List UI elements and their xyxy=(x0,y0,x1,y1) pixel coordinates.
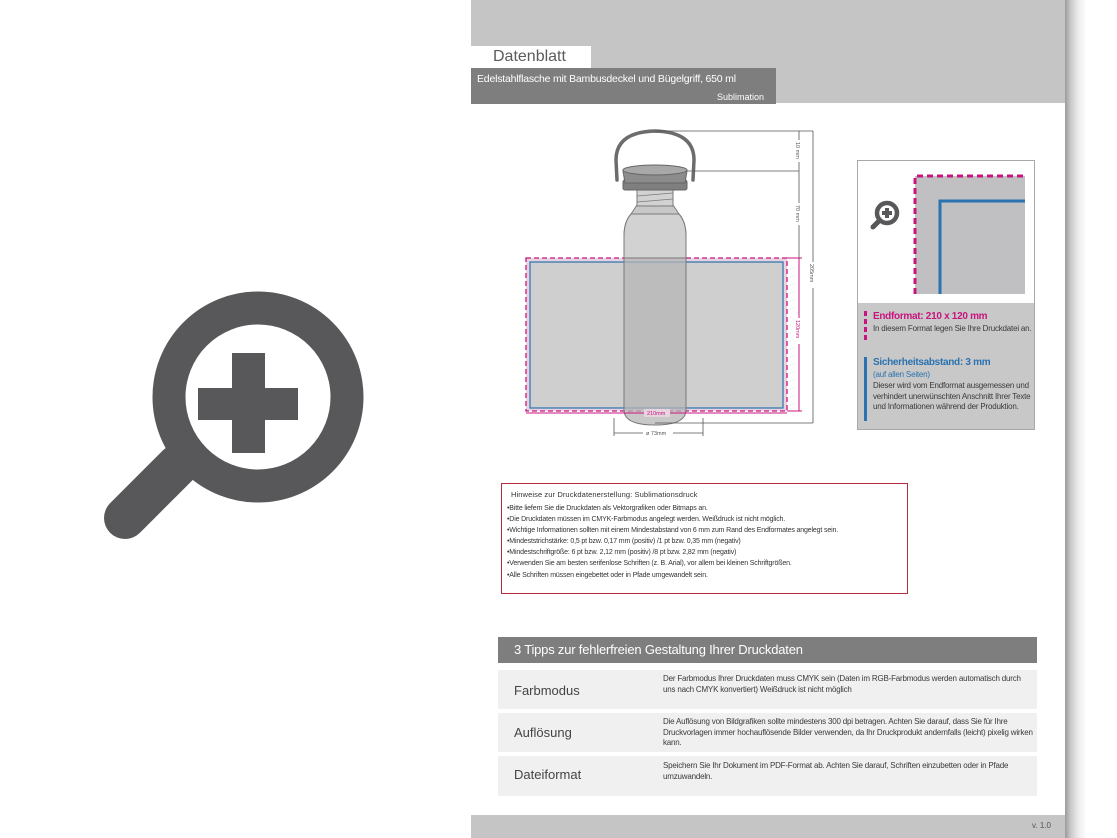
page-title: Datenblatt xyxy=(471,46,591,68)
dim-total-height-label: 205mm xyxy=(808,264,814,283)
datasheet-page xyxy=(471,0,1065,838)
footer-band xyxy=(471,815,1065,838)
dim-print-width-label: 210mm xyxy=(647,411,666,417)
tip-row-farbmodus xyxy=(498,670,1037,709)
hint-item: •Verwenden Sie am besten serifenlose Schriften (z. B. Arial), vor allem bei kleinen Schriftgrößen. xyxy=(507,560,792,568)
safety-desc: Dieser wird vom Endformat ausgemessen und verhindert unerwünschten Anschnitt Ihrer Texte und Informationen während der Produktion. xyxy=(873,381,1031,411)
safety-sub: (auf allen Seiten) xyxy=(873,370,930,379)
product-name: Edelstahlflasche mit Bambusdeckel und Bügelgriff, 650 ml xyxy=(477,73,736,85)
hint-item: •Wichtige Informationen sollten mit einem Mindestabstand von 6 mm zum Rand des Endformates angelegt sein. xyxy=(507,527,839,535)
zoom-in-magnifier-icon[interactable] xyxy=(100,290,420,550)
endformat-marker xyxy=(864,311,867,341)
tip-row-aufloesung xyxy=(498,713,1037,752)
version-label: v. 1.0 xyxy=(1032,821,1051,830)
tip-label: Farbmodus xyxy=(514,683,580,698)
page-shadow xyxy=(1065,0,1087,838)
dim-neck-label: 70 mm xyxy=(794,205,800,222)
safety-marker xyxy=(864,357,867,421)
format-preview xyxy=(858,161,1034,301)
hints-list xyxy=(507,503,838,581)
tips-header: 3 Tipps zur fehlerfreien Gestaltung Ihrer Druckdaten xyxy=(498,637,1037,663)
print-hints-box xyxy=(501,483,908,594)
legend-text-area xyxy=(858,303,1034,429)
hint-item: •Mindestschriftgröße: 6 pt bzw. 2,12 mm (positiv) /8 pt bzw. 2,82 mm (negativ) xyxy=(507,549,737,557)
dim-print-height-label: 120mm xyxy=(794,320,800,339)
safety-title: Sicherheitsabstand: 3 mm xyxy=(873,357,991,368)
hint-item: •Mindeststrichstärke: 0,5 pt bzw. 0,17 mm (positiv) /1 pt bzw. 0,35 mm (negativ) xyxy=(507,538,741,546)
tip-text: Die Auflösung von Bildgrafiken sollte mindestens 300 dpi betragen. Achten Sie darauf, dass Sie für Ihre Druckvorlagen immer hochauflösende Bilder verwenden, da Ihr Druckprodukt andernfalls (leicht) pixelig wirken kann. xyxy=(663,717,1033,747)
tip-row-dateiformat xyxy=(498,756,1037,796)
zoom-in-magnifier-icon[interactable] xyxy=(873,203,897,227)
dim-diameter-label: ø 73mm xyxy=(646,431,667,437)
print-method: Sublimation xyxy=(716,92,764,102)
tip-label: Dateiformat xyxy=(514,767,582,782)
dim-handle-label: 10 mm xyxy=(794,142,800,159)
endformat-desc: In diesem Format legen Sie Ihre Druckdatei an. xyxy=(873,324,1032,333)
tip-text: Der Farbmodus Ihrer Druckdaten muss CMYK sein (Daten im RGB-Farbmodus werden automatisch durch uns nach CMYK konvertiert) Weißdruck ist nicht möglich xyxy=(663,674,1021,694)
tip-text: Speichern Sie Ihr Dokument im PDF-Format ab. Achten Sie darauf, Schriften einzubetten oder in Pfade umzuwandeln. xyxy=(663,761,1009,781)
hint-item: •Alle Schriften müssen eingebettet oder in Pfade umgewandelt sein. xyxy=(507,571,708,579)
hint-item: •Bitte liefern Sie die Druckdaten als Vektorgrafiken oder Bitmaps an. xyxy=(507,505,708,512)
hints-title: Hinweise zur Druckdatenerstellung: Sublimationsdruck xyxy=(511,490,698,499)
hint-item: •Die Druckdaten müssen im CMYK-Farbmodus angelegt werden. Weißdruck ist nicht möglich. xyxy=(507,516,786,524)
tip-label: Auflösung xyxy=(514,725,572,740)
endformat-title: Endformat: 210 x 120 mm xyxy=(873,311,988,322)
format-legend xyxy=(857,160,1035,430)
